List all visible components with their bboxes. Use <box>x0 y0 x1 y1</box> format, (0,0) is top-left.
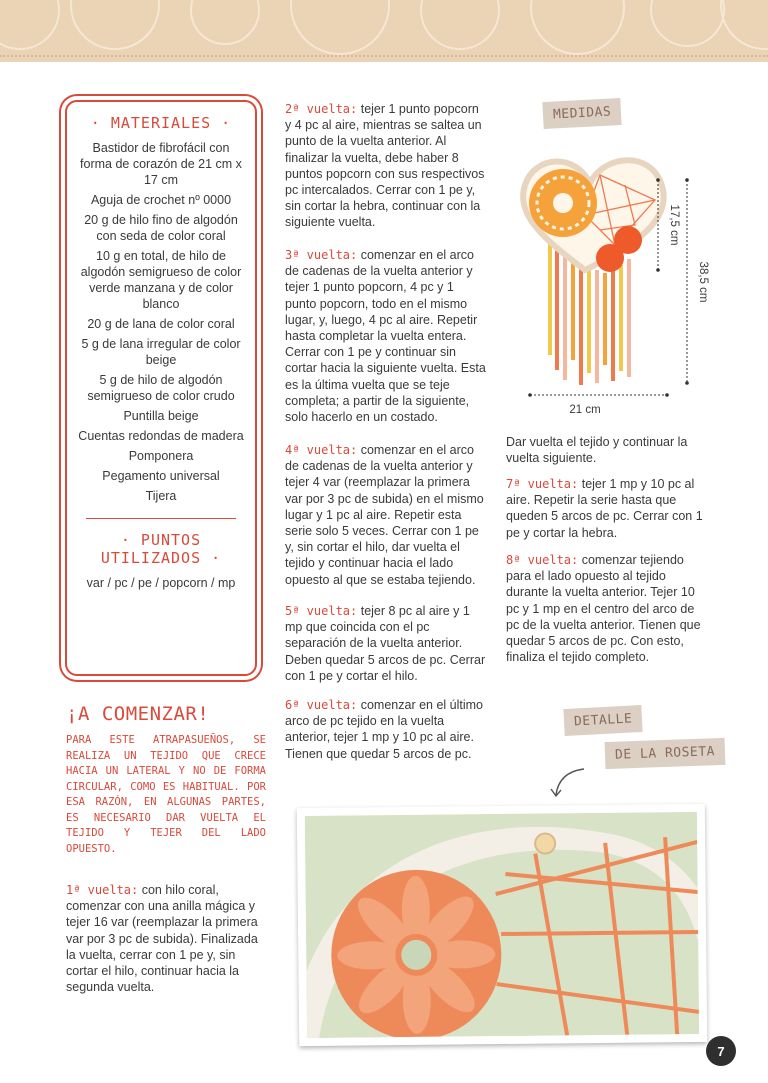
photo-image <box>305 812 699 1038</box>
material-item: 5 g de lana irregular de color beige <box>81 337 241 367</box>
box-divider <box>86 518 236 519</box>
round-8 <box>506 552 706 665</box>
material-item: Cuentas redondas de madera <box>78 429 244 443</box>
round-label: 4ª vuelta: <box>285 443 358 457</box>
round-label: 3ª vuelta: <box>285 248 358 262</box>
round-text: tejer 8 pc al aire y 1 mp que coincida con el pc separación de la vuelta anterior. Deben quedar 5 arcos de pc. Cerrar con 1 pe y cortar el hilo. <box>285 604 486 683</box>
round-4 <box>285 442 488 588</box>
round-text: comenzar en el arco de cadenas de la vuelta anterior y tejer 1 punto popcorn, 4 pc y 1 punto popcorn, todo en el mismo lugar, y, luego, 4 pc al aire. Repetir hasta completar la vuelta entera. Cerrar con 1 pe y continuar sin cortar hacia la siguiente vuelta. Esta es la última vuelta que se teje completa; a partir de la siguiente, solo hacerlo en un costado. <box>285 248 486 425</box>
crochet-rosette-image <box>305 812 699 1038</box>
top-lace-band <box>0 0 768 62</box>
dreamcatcher-diagram <box>505 145 715 425</box>
material-item: 10 g en total, de hilo de algodón semigrueso de color verde manzana y de color blanco <box>80 249 242 311</box>
arrow-icon <box>548 765 588 801</box>
round-6 <box>285 697 488 762</box>
material-item: 20 g de hilo fino de algodón con seda de color coral <box>84 213 238 243</box>
material-item: Tijera <box>145 489 177 503</box>
material-item: 20 g de lana de color coral <box>87 317 235 331</box>
stitches-list: var / pc / pe / popcorn / mp <box>86 576 236 590</box>
round-5 <box>285 603 488 684</box>
height-total-label: 38,5 cm <box>697 261 709 303</box>
detail-tag-2: DE LA ROSETA <box>605 738 726 769</box>
rosette-motif <box>529 169 597 237</box>
height-inner-label: 17,5 cm <box>668 204 680 246</box>
material-item: Puntilla beige <box>123 409 199 423</box>
round-3 <box>285 247 488 425</box>
lace-edge <box>0 55 768 59</box>
round-text: tejer 1 punto popcorn y 4 pc al aire, mientras se saltea un punto de la vuelta anterior. Al finalizar la vuelta, debe haber 8 puntos popcorn con sus respectivos pc intercalados. Cerrar con 1 pe y, sin cortar la hebra, continuar con la siguiente vuelta. <box>285 102 485 230</box>
round-7 <box>506 476 706 541</box>
round-label: 6ª vuelta: <box>285 698 358 712</box>
round-label: 2ª vuelta: <box>285 102 358 116</box>
round-label: 7ª vuelta: <box>506 477 579 491</box>
rosette-photo <box>297 804 707 1046</box>
round-label: 1ª vuelta: <box>66 883 139 897</box>
page-number: 7 <box>706 1036 736 1066</box>
pompon <box>596 244 624 272</box>
round-text: con hilo coral, comenzar con una anilla mágica y tejer 16 var (reemplazar la primera var por 3 pc de subida). Finalizada la vuelta, cerrar con 1 pe y, sin cortar el hilo, continuar hacia la segunda vuelta. <box>66 883 258 995</box>
width-label: 21 cm <box>569 404 601 416</box>
round-text: comenzar en el arco de cadenas de la vuelta anterior y tejer 4 var (reemplazar la primera var por 3 pc de subida) en el mismo lugar y 1 pc al aire. Repetir esta serie solo 5 veces. Cerrar con 1 pe y, sin cortar el hilo, dar vuelta el tejido y continuar hacia el lado opuesto al que se estaba tejiendo. <box>285 443 484 587</box>
round-2 <box>285 101 488 231</box>
detail-tag-1: DETALLE <box>563 705 643 736</box>
materials-box <box>65 100 257 676</box>
round-text: comenzar en el último arco de pc tejido en la vuelta anterior, tejer 1 mp y 10 pc al aire. Tienen que quedar 5 arcos de pc. <box>285 698 484 761</box>
round-text: Dar vuelta el tejido y continuar la vuelta siguiente. <box>506 435 688 466</box>
round-1 <box>66 882 266 995</box>
materials-list <box>75 140 247 504</box>
round-label: 8ª vuelta: <box>506 553 579 567</box>
material-item: 5 g de hilo de algodón semigrueso de color crudo <box>87 373 235 403</box>
intro-text: PARA ESTE ATRAPASUEÑOS, SE REALIZA UN TEJIDO QUE CRECE HACIA UN LATERAL Y NO DE FORMA CIRCULAR, COMO ES HABITUAL. POR ESA RAZÓN, EN ALGUNAS PARTES, ES NECESARIO DAR VUELTA EL TEJIDO Y TEJER DEL LADO OPUESTO. <box>66 734 266 855</box>
medidas-tag: MEDIDAS <box>542 98 622 129</box>
material-item: Pegamento universal <box>102 469 220 483</box>
start-heading: ¡A COMENZAR! <box>66 703 210 725</box>
material-item: Bastidor de fibrofácil con forma de corazón de 21 cm x 17 cm <box>80 141 242 187</box>
turn-note <box>506 434 706 466</box>
round-label: 5ª vuelta: <box>285 604 358 618</box>
materials-title: · MATERIALES · <box>90 114 232 132</box>
round-text: tejer 1 mp y 10 pc al aire. Repetir la serie hasta que queden 5 arcos de pc. Cerrar con 1 pe y cortar la hebra. <box>506 477 703 540</box>
material-item: Pomponera <box>128 449 194 463</box>
stitches-title: · PUNTOS UTILIZADOS · <box>100 531 222 567</box>
round-text: comenzar tejiendo para el lado opuesto al tejido durante la vuelta anterior. Tejer 10 pc y 1 mp en el centro del arco de pc de la vuelta anterior. Tienen que quedar 5 arcos de pc. Con esto, finaliza el tejido completo. <box>506 553 701 665</box>
material-item: Aguja de crochet nº 0000 <box>90 193 232 207</box>
